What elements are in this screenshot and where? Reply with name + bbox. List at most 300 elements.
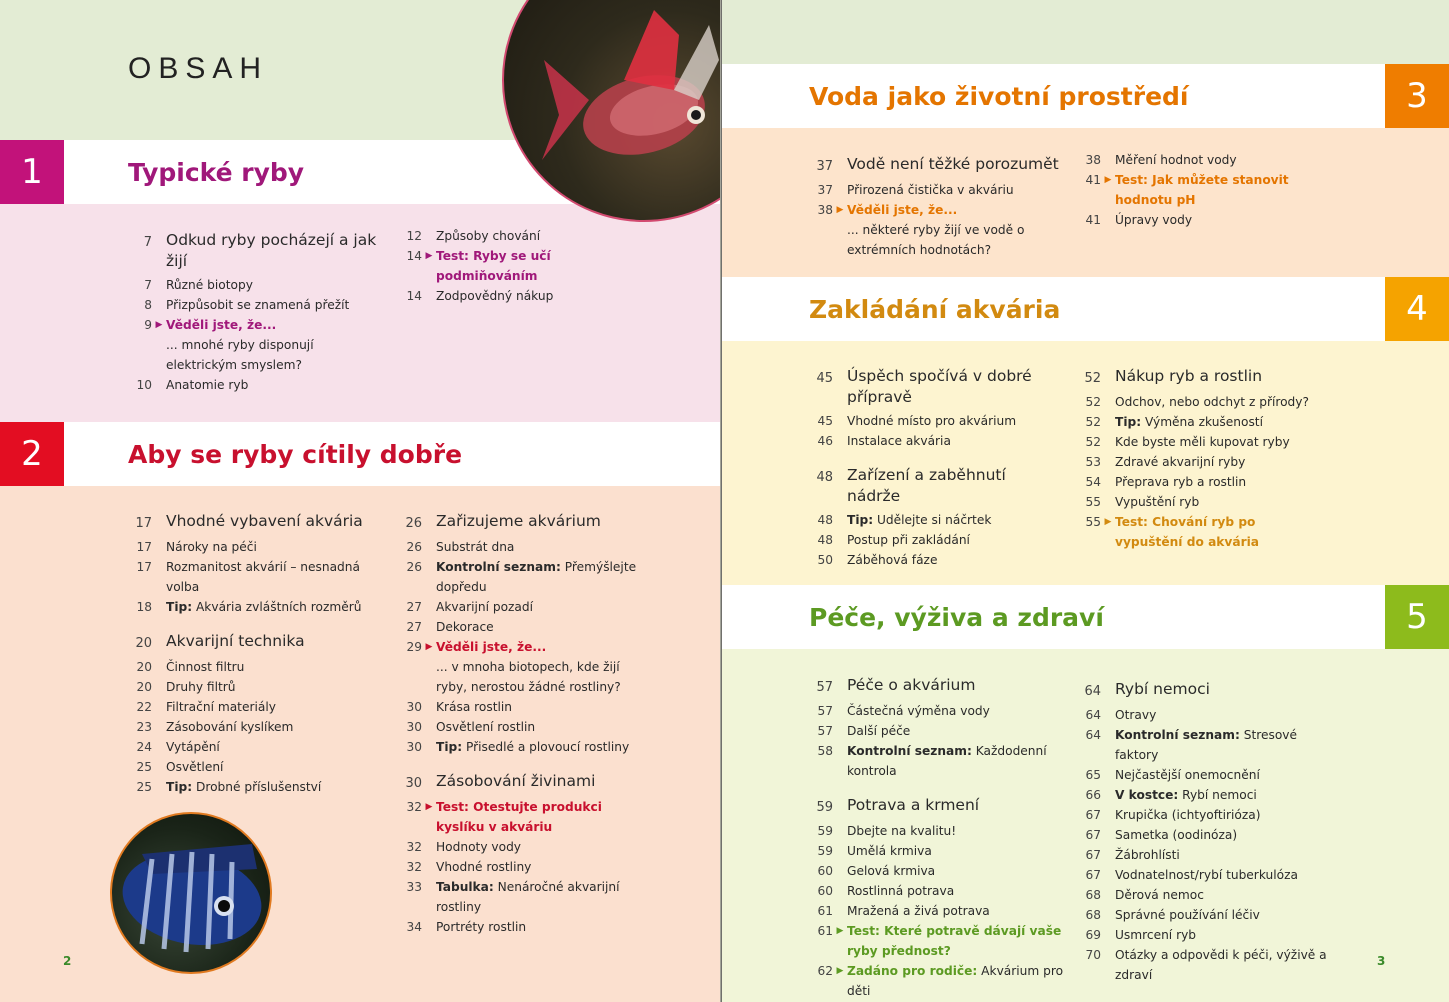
entry-text: Odchov, nebo odchyt z přírody? <box>1115 395 1309 409</box>
entry-text <box>1115 785 1327 805</box>
page-ref: 20 <box>136 660 152 674</box>
entry-text: Test: Jak můžete stanovit hodnotu pH <box>1115 173 1289 207</box>
page-ref: 57 <box>816 680 833 695</box>
entry-text: Akvarijní pozadí <box>436 600 534 614</box>
toc-entry[interactable] <box>398 557 653 597</box>
page-ref: 52 <box>1085 415 1101 429</box>
entry-text: Žábrohlísti <box>1115 848 1180 862</box>
entry-text-rest: Rybí nemoci <box>1178 788 1257 802</box>
entry-text: Nároky na péči <box>166 540 257 554</box>
toc-highlight-entry[interactable] <box>1077 170 1327 210</box>
page-ref: 59 <box>817 824 833 838</box>
page-number-left: 2 <box>63 954 72 968</box>
page-ref: 17 <box>135 516 152 531</box>
toc-entry[interactable] <box>1077 392 1327 412</box>
entry-text: Druhy filtrů <box>166 680 236 694</box>
page-ref: 30 <box>406 720 422 734</box>
toc-entry[interactable] <box>1077 150 1327 170</box>
entry-text: Vhodné rostliny <box>436 860 532 874</box>
toc-entry[interactable] <box>398 597 653 617</box>
page-ref: 33 <box>406 880 422 894</box>
entry-text: Přirozená čistička v akváriu <box>847 183 1014 197</box>
entry-text: Různé biotopy <box>166 278 253 292</box>
entry-text: Vypuštění ryb <box>1115 495 1200 509</box>
page-ref: 22 <box>136 700 152 714</box>
entry-text: Test: Chování ryb po vypuštění do akvária <box>1115 515 1259 549</box>
triangle-marker-icon: ▶ <box>425 251 433 261</box>
page-ref: 69 <box>1085 928 1101 942</box>
page-ref: 57 <box>817 704 833 718</box>
entry-text: Úspěch spočívá v dobré přípravě <box>847 367 1032 406</box>
entry-label: Kontrolní seznam: <box>436 560 561 574</box>
page-ref: 20 <box>136 680 152 694</box>
toc-entry[interactable] <box>809 821 1074 841</box>
entry-text: Akvarijní technika <box>166 632 305 650</box>
page-ref: 30 <box>405 776 422 791</box>
page-ref: 52 <box>1085 395 1101 409</box>
page-ref: 25 <box>136 760 152 774</box>
page-ref: 37 <box>816 159 833 174</box>
page-ref: 17 <box>136 540 152 554</box>
toc-entry[interactable] <box>1077 785 1327 805</box>
entry-label: Kontrolní seznam: <box>1115 728 1240 742</box>
right-page <box>722 0 1449 1002</box>
entry-text <box>1115 725 1327 765</box>
entry-text <box>436 877 653 917</box>
entry-label: Kontrolní seznam: <box>847 744 972 758</box>
entry-text: Úpravy vody <box>1115 213 1193 227</box>
page-ref: 14 <box>406 289 422 303</box>
toc-entry[interactable] <box>128 335 378 375</box>
chapter-2-title: Aby se ryby cítily dobře <box>128 440 463 469</box>
chapter-4-column-1 <box>809 366 1059 570</box>
page-ref: 32 <box>406 840 422 854</box>
toc-highlight-entry[interactable] <box>398 797 653 837</box>
chapter-5-title: Péče, výživa a zdraví <box>809 603 1104 632</box>
chapter-4-title: Zakládání akvária <box>809 295 1061 324</box>
page-ref: 41 <box>1085 173 1101 187</box>
page-ref: 24 <box>136 740 152 754</box>
page-ref: 48 <box>817 513 833 527</box>
entry-text: Rostlinná potrava <box>847 884 955 898</box>
triangle-marker-icon: ▶ <box>1104 517 1112 527</box>
page-ref: 67 <box>1085 848 1101 862</box>
toc-entry[interactable] <box>1077 865 1327 885</box>
toc-entry[interactable] <box>809 431 1059 451</box>
toc-entry[interactable] <box>128 597 378 617</box>
entry-text: Zařizujeme akvárium <box>436 512 601 530</box>
toc-entry[interactable] <box>809 220 1059 260</box>
page-ref: 9 <box>144 318 152 332</box>
chapter-3-title: Voda jako životní prostředí <box>809 82 1189 111</box>
page-ref: 55 <box>1085 495 1101 509</box>
page-ref: 60 <box>817 884 833 898</box>
toc-section-heading[interactable] <box>128 511 378 534</box>
toc-entry[interactable] <box>1077 210 1327 230</box>
toc-entry[interactable] <box>1077 825 1327 845</box>
chapter-3-column-1 <box>809 154 1059 260</box>
page-ref: 45 <box>817 414 833 428</box>
toc-entry[interactable] <box>809 411 1059 431</box>
toc-highlight-entry[interactable] <box>809 200 1059 220</box>
entry-text: Odkud ryby pocházejí a jak žijí <box>166 231 377 270</box>
entry-text-rest: Akvárium pro děti <box>847 964 1064 998</box>
toc-section-heading[interactable] <box>1077 679 1327 702</box>
entry-label: Tip: <box>166 600 193 614</box>
page-title: OBSAH <box>128 52 269 85</box>
chapter-5-column-2 <box>1077 679 1327 985</box>
page-ref: 67 <box>1085 868 1101 882</box>
toc-entry[interactable] <box>1077 845 1327 865</box>
entry-text: Test: Otestujte produkci kyslíku v akváriu <box>436 800 602 834</box>
entry-text: Způsoby chování <box>436 229 541 243</box>
toc-entry[interactable] <box>398 837 653 857</box>
fish-photo-bottom <box>110 812 272 974</box>
entry-text <box>166 777 378 797</box>
triangle-marker-icon: ▶ <box>1104 175 1112 185</box>
page-ref: 59 <box>817 844 833 858</box>
toc-entry[interactable] <box>809 881 1074 901</box>
page-ref: 62 <box>817 964 833 978</box>
page-ref: 12 <box>406 229 422 243</box>
toc-section-heading[interactable] <box>1077 366 1327 389</box>
entry-text: Vodě není těžké porozumět <box>847 155 1059 173</box>
entry-text: Zdravé akvarijní ryby <box>1115 455 1246 469</box>
entry-text <box>436 557 653 597</box>
section-spacer <box>128 617 378 631</box>
entry-text: Hodnoty vody <box>436 840 522 854</box>
toc-entry[interactable] <box>398 857 653 877</box>
page-ref: 67 <box>1085 808 1101 822</box>
page-ref: 25 <box>136 780 152 794</box>
entry-text: Osvětlení <box>166 760 224 774</box>
toc-entry[interactable] <box>128 275 378 295</box>
entry-text: Usmrcení ryb <box>1115 928 1197 942</box>
page-ref: 32 <box>406 860 422 874</box>
page-ref: 48 <box>816 470 833 485</box>
toc-entry[interactable] <box>128 717 378 737</box>
toc-entry[interactable] <box>809 861 1074 881</box>
toc-entry[interactable] <box>128 295 378 315</box>
entry-text: Sametka (oodinóza) <box>1115 828 1238 842</box>
page-ref: 34 <box>406 920 422 934</box>
entry-text <box>436 737 653 757</box>
chapter-2-number: 2 <box>0 422 64 486</box>
entry-text-rest: Přemýšlejte dopředu <box>436 560 637 594</box>
chapter-1-title: Typické ryby <box>128 158 305 187</box>
page-ref: 66 <box>1085 788 1101 802</box>
chapter-2-column-1 <box>128 511 378 797</box>
toc-entry[interactable] <box>1077 472 1327 492</box>
toc-entry[interactable] <box>809 701 1074 721</box>
entry-text: ... v mnoha biotopech, kde žijí ryby, nerostou žádné rostliny? <box>436 660 621 694</box>
toc-section-heading[interactable] <box>398 511 653 534</box>
page-ref: 8 <box>144 298 152 312</box>
toc-entry[interactable] <box>1077 412 1327 432</box>
entry-text: Péče o akvárium <box>847 676 976 694</box>
page-ref: 67 <box>1085 828 1101 842</box>
entry-text: Substrát dna <box>436 540 515 554</box>
toc-entry[interactable] <box>398 226 653 246</box>
entry-text: Filtrační materiály <box>166 700 276 714</box>
toc-entry[interactable] <box>398 657 653 697</box>
triangle-marker-icon: ▶ <box>425 642 433 652</box>
page-ref: 26 <box>405 516 422 531</box>
entry-text: Mražená a živá potrava <box>847 904 990 918</box>
page-ref: 60 <box>817 864 833 878</box>
toc-entry[interactable] <box>1077 492 1327 512</box>
toc-entry[interactable] <box>809 741 1074 781</box>
entry-text-rest: Stresové faktory <box>1115 728 1298 762</box>
chapter-5-column-1 <box>809 675 1074 1001</box>
page-ref: 26 <box>406 540 422 554</box>
toc-entry[interactable] <box>398 286 653 306</box>
toc-entry[interactable] <box>809 530 1059 550</box>
page-ref: 30 <box>406 700 422 714</box>
cichlid-fish-illustration <box>112 814 272 974</box>
entry-text: Dbejte na kvalitu! <box>847 824 957 838</box>
entry-text: Postup při zakládání <box>847 533 970 547</box>
page-ref: 37 <box>817 183 833 197</box>
entry-text <box>847 961 1074 1001</box>
entry-text: Vodnatelnost/rybí tuberkulóza <box>1115 868 1298 882</box>
entry-text: Děrová nemoc <box>1115 888 1204 902</box>
page-ref: 14 <box>406 249 422 263</box>
entry-text: Nejčastější onemocnění <box>1115 768 1260 782</box>
toc-section-heading[interactable] <box>809 795 1074 818</box>
entry-text: Dekorace <box>436 620 494 634</box>
entry-text: Otravy <box>1115 708 1157 722</box>
toc-entry[interactable] <box>1077 945 1327 985</box>
entry-text-rest: Nenáročné akvarijní rostliny <box>436 880 620 914</box>
toc-entry[interactable] <box>1077 705 1327 725</box>
toc-highlight-entry[interactable] <box>809 921 1074 961</box>
entry-text: Vhodné místo pro akvárium <box>847 414 1017 428</box>
entry-text: Krupička (ichtyoftirióza) <box>1115 808 1261 822</box>
toc-entry[interactable] <box>1077 725 1327 765</box>
entry-text: Anatomie ryb <box>166 378 249 392</box>
toc-entry[interactable] <box>809 721 1074 741</box>
entry-text: Další péče <box>847 724 911 738</box>
chapter-5-number: 5 <box>1385 585 1449 649</box>
page-ref: 50 <box>817 553 833 567</box>
page-ref: 7 <box>143 235 152 250</box>
entry-text: Věděli jste, že... <box>436 640 547 654</box>
page-ref: 52 <box>1085 435 1101 449</box>
entry-label: Tip: <box>166 780 193 794</box>
toc-entry[interactable] <box>1077 452 1327 472</box>
toc-entry[interactable] <box>128 657 378 677</box>
entry-text: Osvětlení rostlin <box>436 720 536 734</box>
entry-label: V kostce: <box>1115 788 1179 802</box>
toc-entry[interactable] <box>128 757 378 777</box>
page-ref: 61 <box>817 924 833 938</box>
entry-text: Měření hodnot vody <box>1115 153 1237 167</box>
entry-text: Kde byste měli kupovat ryby <box>1115 435 1290 449</box>
entry-text: Rozmanitost akvárií – nesnadná volba <box>166 560 360 594</box>
toc-entry[interactable] <box>128 777 378 797</box>
entry-text: Potrava a krmení <box>847 796 980 814</box>
page-ref: 7 <box>144 278 152 292</box>
toc-entry[interactable] <box>398 717 653 737</box>
toc-section-heading[interactable] <box>809 465 1059 507</box>
page-ref: 52 <box>1084 371 1101 386</box>
top-background-right <box>722 0 1449 64</box>
triangle-marker-icon: ▶ <box>836 926 844 936</box>
page-ref: 30 <box>406 740 422 754</box>
page-ref: 48 <box>817 533 833 547</box>
entry-text-rest: Udělejte si náčrtek <box>873 513 992 527</box>
toc-section-heading[interactable] <box>809 154 1059 177</box>
toc-section-heading[interactable] <box>809 675 1074 698</box>
entry-text: Rybí nemoci <box>1115 680 1210 698</box>
toc-section-heading[interactable] <box>128 230 378 272</box>
entry-label: Tip: <box>847 513 874 527</box>
page-ref: 64 <box>1084 684 1101 699</box>
chapter-1-column-1 <box>128 230 378 395</box>
toc-entry[interactable] <box>809 510 1059 530</box>
toc-highlight-entry[interactable] <box>809 961 1074 1001</box>
toc-entry[interactable] <box>128 537 378 557</box>
page-ref: 70 <box>1085 948 1101 962</box>
page-ref: 38 <box>817 203 833 217</box>
page-ref: 58 <box>817 744 833 758</box>
toc-entry[interactable] <box>128 737 378 757</box>
page-ref: 54 <box>1085 475 1101 489</box>
toc-entry[interactable] <box>1077 805 1327 825</box>
page-ref: 64 <box>1085 728 1101 742</box>
toc-highlight-entry[interactable] <box>1077 512 1327 552</box>
page-ref: 64 <box>1085 708 1101 722</box>
toc-entry[interactable] <box>398 617 653 637</box>
toc-entry[interactable] <box>398 917 653 937</box>
entry-text: Vhodné vybavení akvária <box>166 512 363 530</box>
entry-text: Nákup ryb a rostlin <box>1115 367 1263 385</box>
triangle-marker-icon: ▶ <box>155 320 163 330</box>
entry-text <box>847 510 1059 530</box>
chapter-4-number: 4 <box>1385 277 1449 341</box>
page-ref: 38 <box>1085 153 1101 167</box>
page-ref: 46 <box>817 434 833 448</box>
toc-entry[interactable] <box>128 697 378 717</box>
toc-entry[interactable] <box>128 557 378 597</box>
toc-entry[interactable] <box>128 375 378 395</box>
toc-entry[interactable] <box>1077 765 1327 785</box>
toc-section-heading[interactable] <box>398 771 653 794</box>
toc-section-heading[interactable] <box>128 631 378 654</box>
toc-entry[interactable] <box>809 901 1074 921</box>
entry-text <box>1115 412 1327 432</box>
triangle-marker-icon: ▶ <box>836 966 844 976</box>
entry-text: Test: Ryby se učí podmiňováním <box>436 249 551 283</box>
page-ref: 65 <box>1085 768 1101 782</box>
entry-label: Tip: <box>1115 415 1142 429</box>
toc-section-heading[interactable] <box>809 366 1059 408</box>
entry-text-rest: Výměna zkušeností <box>1141 415 1263 429</box>
chapter-4-column-2 <box>1077 366 1327 552</box>
toc-highlight-entry[interactable] <box>398 246 653 286</box>
page-ref: 53 <box>1085 455 1101 469</box>
chapter-1-column-2 <box>398 226 653 306</box>
entry-text: Přizpůsobit se znamená přežít <box>166 298 350 312</box>
entry-text-rest: Přisedlé a plovoucí rostliny <box>462 740 630 754</box>
page-ref: 68 <box>1085 888 1101 902</box>
toc-entry[interactable] <box>1077 885 1327 905</box>
entry-text: Portréty rostlin <box>436 920 527 934</box>
page-ref: 27 <box>406 620 422 634</box>
toc-highlight-entry[interactable] <box>398 637 653 657</box>
toc-entry[interactable] <box>1077 905 1327 925</box>
entry-text: Zásobování živinami <box>436 772 596 790</box>
toc-entry[interactable] <box>398 737 653 757</box>
entry-label: Tabulka: <box>436 880 494 894</box>
entry-text: Vytápění <box>166 740 220 754</box>
page-ref: 59 <box>816 800 833 815</box>
toc-entry[interactable] <box>398 877 653 917</box>
page-ref: 18 <box>136 600 152 614</box>
entry-text: Částečná výměna vody <box>847 704 990 718</box>
toc-entry[interactable] <box>1077 925 1327 945</box>
entry-text: Otázky a odpovědi k péči, výživě a zdraví <box>1115 948 1327 982</box>
entry-text <box>847 741 1074 781</box>
section-spacer <box>809 781 1074 795</box>
toc-entry[interactable] <box>398 537 653 557</box>
toc-highlight-entry[interactable] <box>128 315 378 335</box>
toc-entry[interactable] <box>1077 432 1327 452</box>
entry-text: Správné používání léčiv <box>1115 908 1260 922</box>
toc-entry[interactable] <box>128 677 378 697</box>
entry-text: Umělá krmiva <box>847 844 932 858</box>
left-page <box>0 0 722 1002</box>
section-spacer <box>809 451 1059 465</box>
entry-text-rest: Drobné příslušenství <box>192 780 322 794</box>
entry-text: ... některé ryby žijí ve vodě o extrémních hodnotách? <box>847 223 1025 257</box>
entry-text: Záběhová fáze <box>847 553 938 567</box>
triangle-marker-icon: ▶ <box>836 205 844 215</box>
page-ref: 55 <box>1085 515 1101 529</box>
entry-text: Přeprava ryb a rostlin <box>1115 475 1247 489</box>
chapter-1-number: 1 <box>0 140 64 204</box>
entry-text: ... mnohé ryby disponují elektrickým smyslem? <box>166 338 314 372</box>
page-ref: 26 <box>406 560 422 574</box>
page-ref: 45 <box>816 371 833 386</box>
chapter-2-column-2 <box>398 511 653 937</box>
entry-text: Instalace akvária <box>847 434 951 448</box>
chapter-3-number: 3 <box>1385 64 1449 128</box>
entry-text: Gelová krmiva <box>847 864 936 878</box>
entry-text: Zařízení a zaběhnutí nádrže <box>847 466 1006 505</box>
entry-text: Krása rostlin <box>436 700 512 714</box>
page-ref: 57 <box>817 724 833 738</box>
entry-text: Zodpovědný nákup <box>436 289 554 303</box>
entry-text: Věděli jste, že... <box>847 203 958 217</box>
section-spacer <box>398 757 653 771</box>
page-ref: 27 <box>406 600 422 614</box>
toc-entry[interactable] <box>809 180 1059 200</box>
toc-entry[interactable] <box>809 550 1059 570</box>
page-ref: 29 <box>406 640 422 654</box>
page-ref: 20 <box>135 636 152 651</box>
toc-entry[interactable] <box>398 697 653 717</box>
entry-text <box>166 597 378 617</box>
page-ref: 32 <box>406 800 422 814</box>
page-ref: 17 <box>136 560 152 574</box>
page-ref: 61 <box>817 904 833 918</box>
toc-entry[interactable] <box>809 841 1074 861</box>
entry-text-rest: Akvária zvláštních rozměrů <box>192 600 362 614</box>
page-ref: 41 <box>1085 213 1101 227</box>
entry-text: Zásobování kyslíkem <box>166 720 294 734</box>
